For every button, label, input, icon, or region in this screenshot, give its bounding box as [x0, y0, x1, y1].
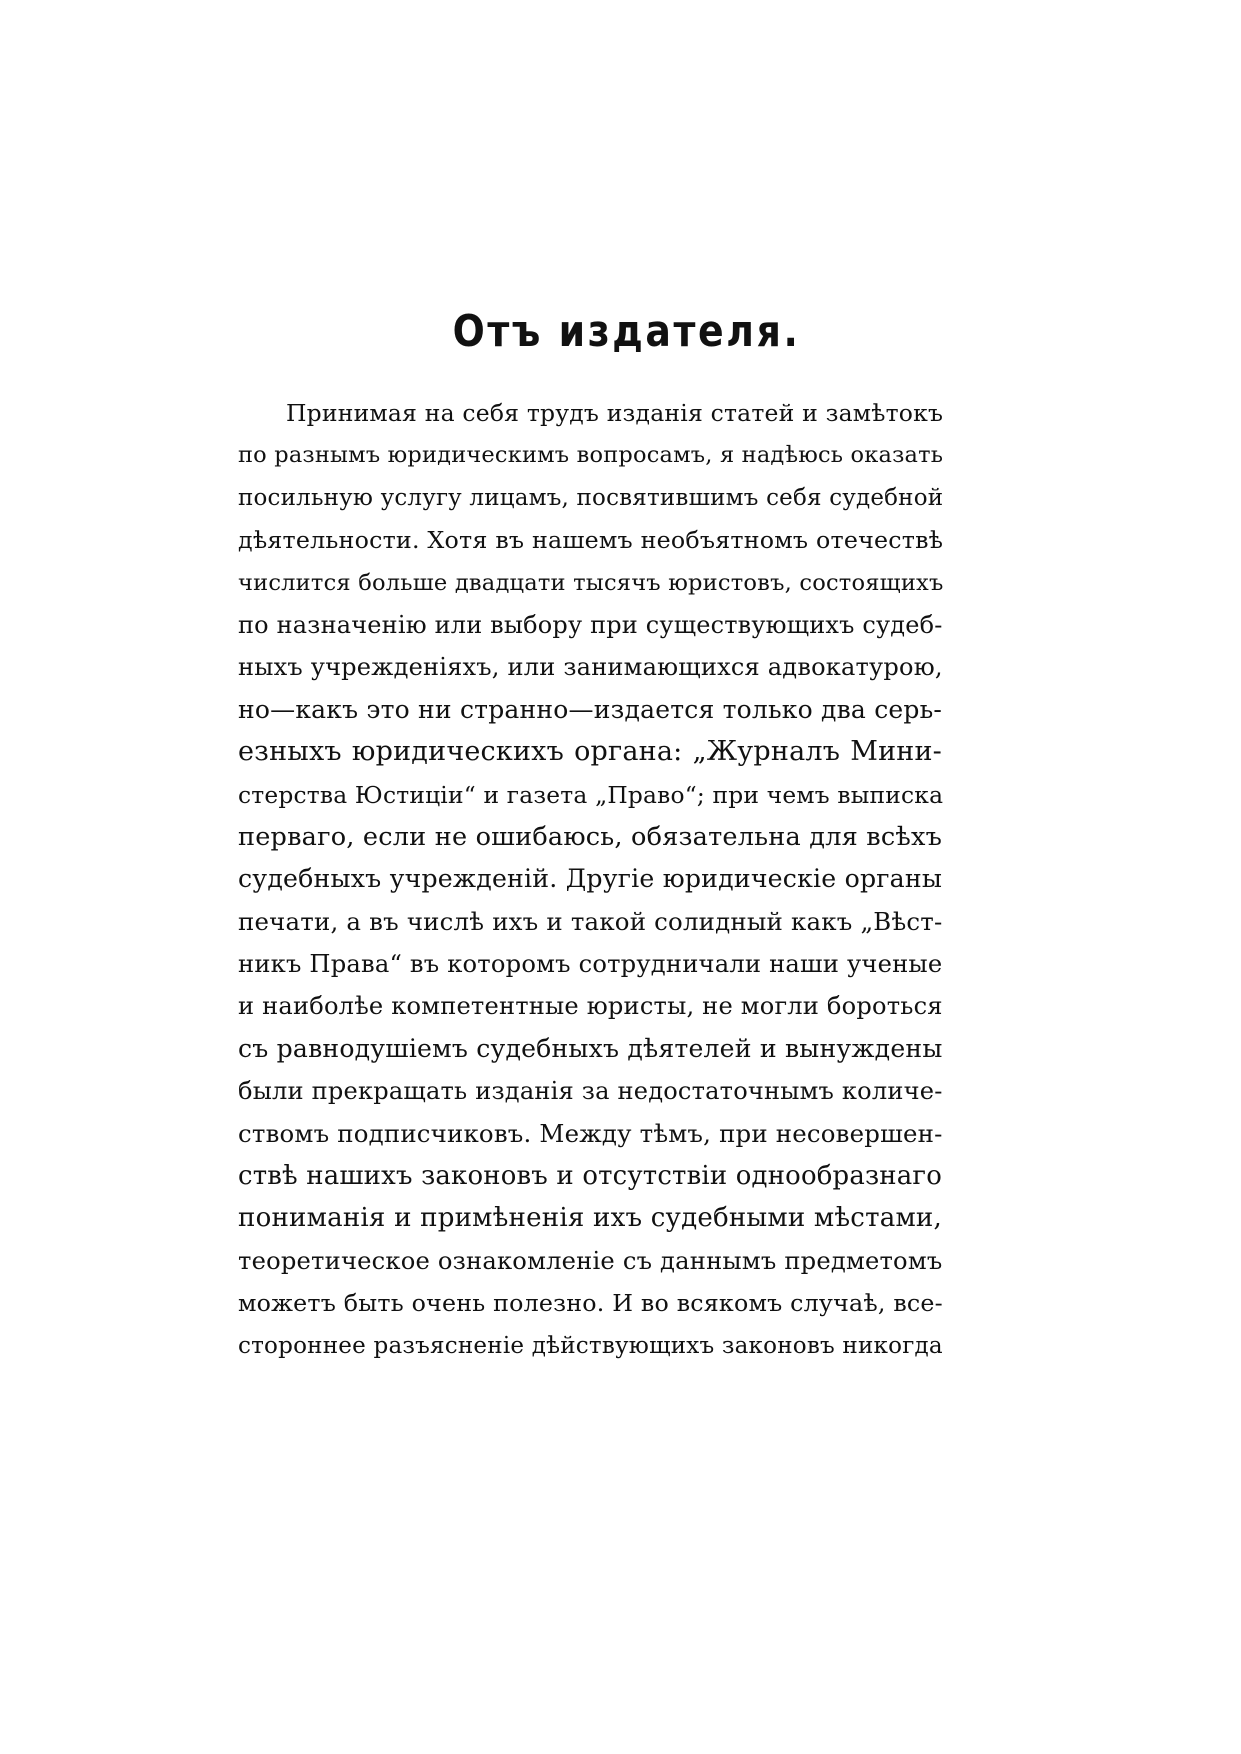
text-line: дѣятельности. Хотя въ нашемъ необъятномъ отечествѣ	[238, 526, 944, 555]
text-line: перваго, если не ошибаюсь, обязательна для всѣхъ	[238, 821, 943, 852]
text-line: были прекращать изданія за недостаточнымъ количе-	[238, 1077, 943, 1106]
text-line: судебныхъ учрежденій. Другіе юридическіе органы	[238, 864, 943, 894]
text-line: но—какъ это ни странно—издается только два серь-	[238, 694, 943, 724]
text-line: по назначенію или выбору при существующихъ судеб-	[238, 610, 943, 639]
text-line: по разнымъ юридическимъ вопросамъ, я надѣюсь оказать	[238, 442, 944, 469]
text-line: стерства Юстиціи“ и газета „Право“; при чемъ выписка	[238, 780, 944, 809]
text-line: теоретическое ознакомленіе съ даннымъ предметомъ	[238, 1246, 943, 1275]
text-line: и наиболѣе компетентные юристы, не могли бороться	[238, 992, 943, 1021]
text-line: пониманія и примѣненія ихъ судебными мѣстами,	[238, 1203, 942, 1234]
text-line: посильную услугу лицамъ, посвятившимъ себя судебной	[238, 484, 944, 511]
text-line: Принимая на себя трудъ изданія статей и замѣтокъ	[286, 399, 944, 427]
text-line: печати, а въ числѣ ихъ и такой солидный какъ „Вѣст-	[238, 906, 943, 936]
text-line: стороннее разъясненіе дѣйствующихъ законовъ никогда	[238, 1332, 943, 1359]
body-paragraph	[238, 392, 942, 1367]
page-title: Отъ издателя.	[452, 306, 801, 357]
text-line: ныхъ учрежденіяхъ, или занимающихся адвокатурою,	[238, 653, 943, 682]
text-line: съ равнодушіемъ судебныхъ дѣятелей и вынуждены	[238, 1033, 943, 1063]
text-line: ствомъ подписчиковъ. Между тѣмъ, при несовершен-	[238, 1118, 943, 1148]
text-line: ствѣ нашихъ законовъ и отсутствіи однообразнаго	[238, 1161, 942, 1192]
text-line: езныхъ юридическихъ органа: „Журналъ Мини-	[238, 736, 942, 768]
text-line: числится больше двадцати тысячъ юристовъ, состоящихъ	[238, 569, 944, 596]
text-line: можетъ быть очень полезно. И во всякомъ случаѣ, все-	[238, 1289, 943, 1318]
text-line: никъ Права“ въ которомъ сотрудничали наши ученые	[238, 950, 943, 979]
